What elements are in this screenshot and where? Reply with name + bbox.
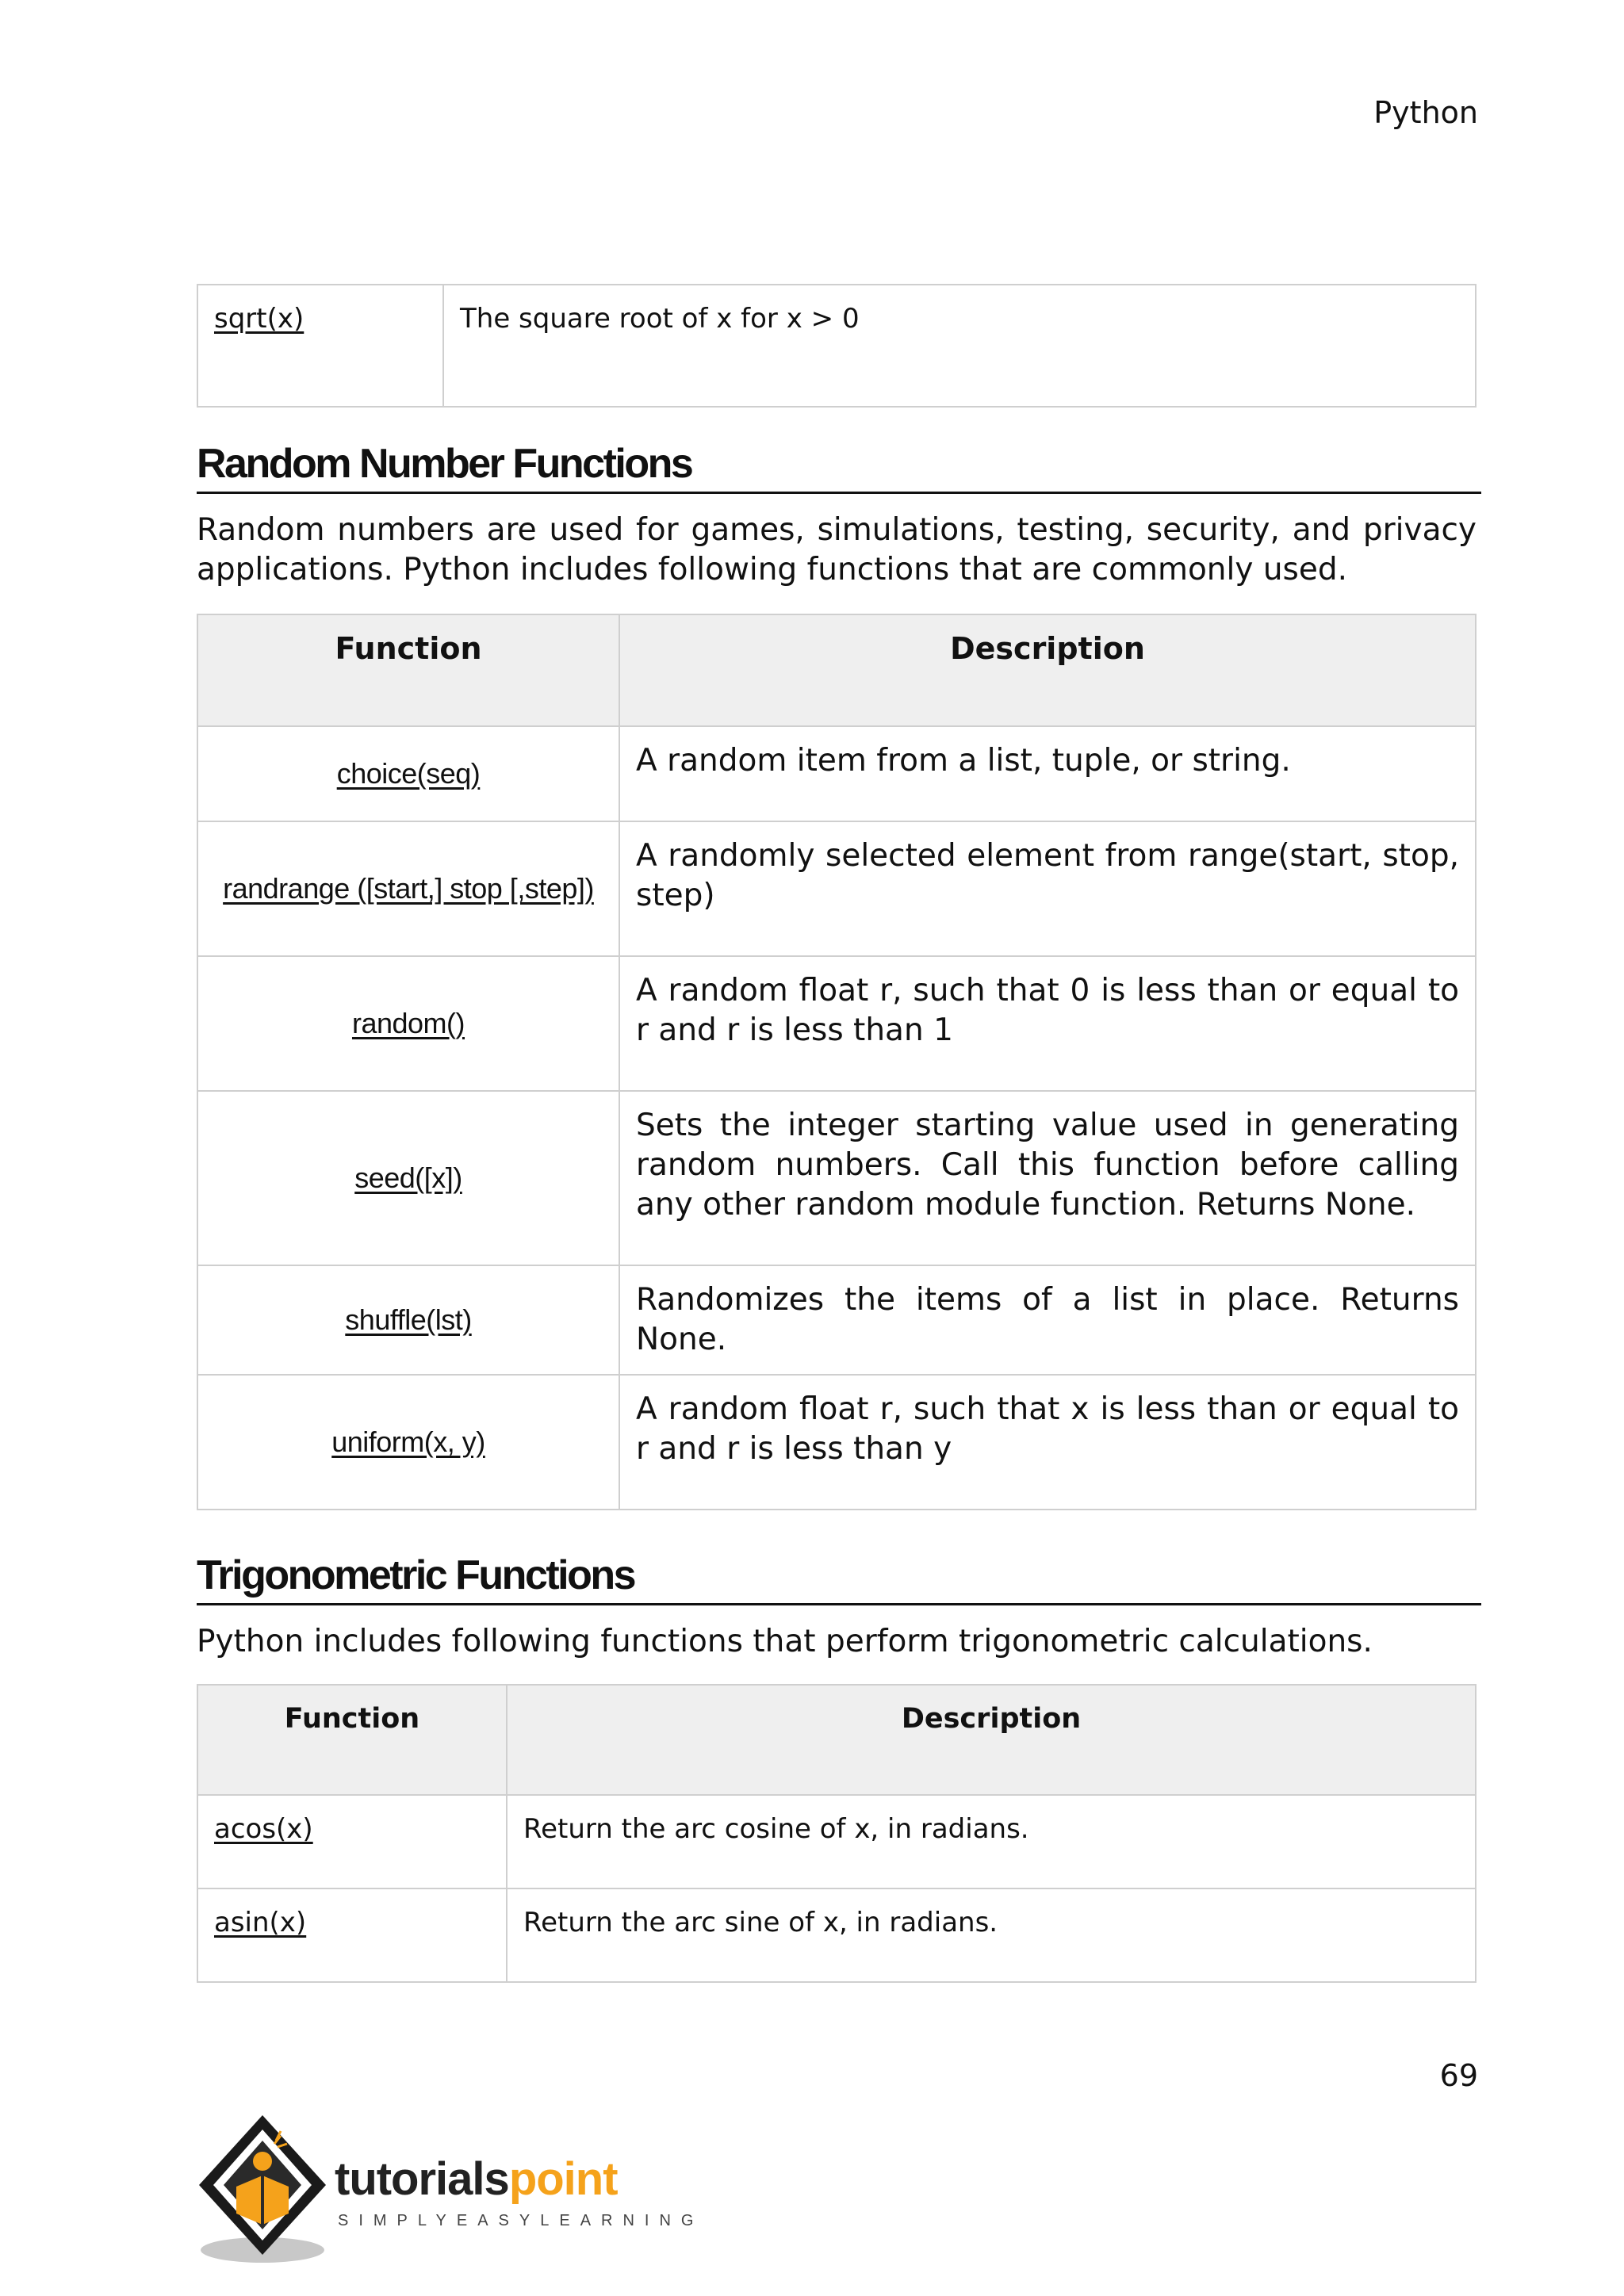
function-link[interactable]: sqrt(x) xyxy=(214,303,304,335)
description-cell: Randomizes the items of a list in place. Returns None. xyxy=(619,1265,1476,1375)
sqrt-table xyxy=(197,284,1477,408)
description-cell: A random item from a list, tuple, or string. xyxy=(619,726,1476,821)
function-cell xyxy=(197,726,619,821)
description-cell: Sets the integer starting value used in generating random numbers. Call this function before calling any other random module function. Returns None. xyxy=(619,1091,1476,1265)
section-heading-trig: Trigonometric Functions xyxy=(197,1552,1481,1605)
function-link[interactable]: uniform(x, y) xyxy=(331,1425,485,1458)
table-row xyxy=(197,1375,1476,1510)
tutorialspoint-logo xyxy=(195,2109,704,2267)
table-row xyxy=(197,821,1476,956)
function-link[interactable]: random() xyxy=(351,1007,465,1039)
description-cell: Return the arc cosine of x, in radians. xyxy=(507,1795,1476,1888)
logo-emblem-icon xyxy=(195,2109,338,2267)
function-cell xyxy=(197,1375,619,1510)
table-row xyxy=(197,956,1476,1091)
function-link[interactable]: seed([x]) xyxy=(354,1161,462,1194)
table-header-row xyxy=(197,1685,1476,1795)
random-functions-table xyxy=(197,614,1477,1510)
table-row xyxy=(197,1795,1476,1888)
running-header: Python xyxy=(1373,95,1478,130)
column-header-description: Description xyxy=(507,1685,1476,1795)
function-link[interactable]: randrange ([start,] stop [,step]) xyxy=(223,872,594,905)
table-row xyxy=(197,726,1476,821)
function-cell xyxy=(197,821,619,956)
logo-wordmark xyxy=(335,2153,618,2205)
table-row xyxy=(197,1265,1476,1375)
function-link[interactable]: asin(x) xyxy=(214,1907,307,1938)
section-intro-trig: Python includes following functions that perform trigonometric calculations. xyxy=(197,1624,1373,1659)
logo-word-tutorials: tutorials xyxy=(335,2153,509,2205)
function-cell xyxy=(197,1888,507,1982)
table-row xyxy=(197,1091,1476,1265)
trig-functions-table xyxy=(197,1684,1477,1983)
page-number: 69 xyxy=(1439,2058,1478,2093)
logo-word-point: point xyxy=(508,2153,618,2205)
logo-tagline: SIMPLYEASYLEARNING xyxy=(338,2212,704,2229)
function-link[interactable]: choice(seq) xyxy=(336,757,481,790)
description-cell: A random float r, such that x is less than or equal to r and r is less than y xyxy=(619,1375,1476,1510)
section-heading-random: Random Number Functions xyxy=(197,441,1481,494)
table-header-row xyxy=(197,614,1476,726)
column-header-description: Description xyxy=(619,614,1476,726)
function-link[interactable]: shuffle(lst) xyxy=(345,1303,472,1336)
function-cell xyxy=(197,1091,619,1265)
table-row xyxy=(197,1888,1476,1982)
function-cell xyxy=(197,1795,507,1888)
function-link[interactable]: acos(x) xyxy=(214,1813,313,1845)
column-header-function: Function xyxy=(197,614,619,726)
table-row xyxy=(197,285,1476,407)
section-intro-random: Random numbers are used for games, simulations, testing, security, and privacy applications. Python includes following functions that are commonly used. xyxy=(197,512,1477,587)
description-cell: Return the arc sine of x, in radians. xyxy=(507,1888,1476,1982)
description-cell: A randomly selected element from range(start, stop, step) xyxy=(619,821,1476,956)
description-cell: A random float r, such that 0 is less than or equal to r and r is less than 1 xyxy=(619,956,1476,1091)
description-cell: The square root of x for x > 0 xyxy=(443,285,1476,407)
function-cell xyxy=(197,956,619,1091)
function-cell xyxy=(197,1265,619,1375)
column-header-function: Function xyxy=(197,1685,507,1795)
function-cell xyxy=(197,285,443,407)
